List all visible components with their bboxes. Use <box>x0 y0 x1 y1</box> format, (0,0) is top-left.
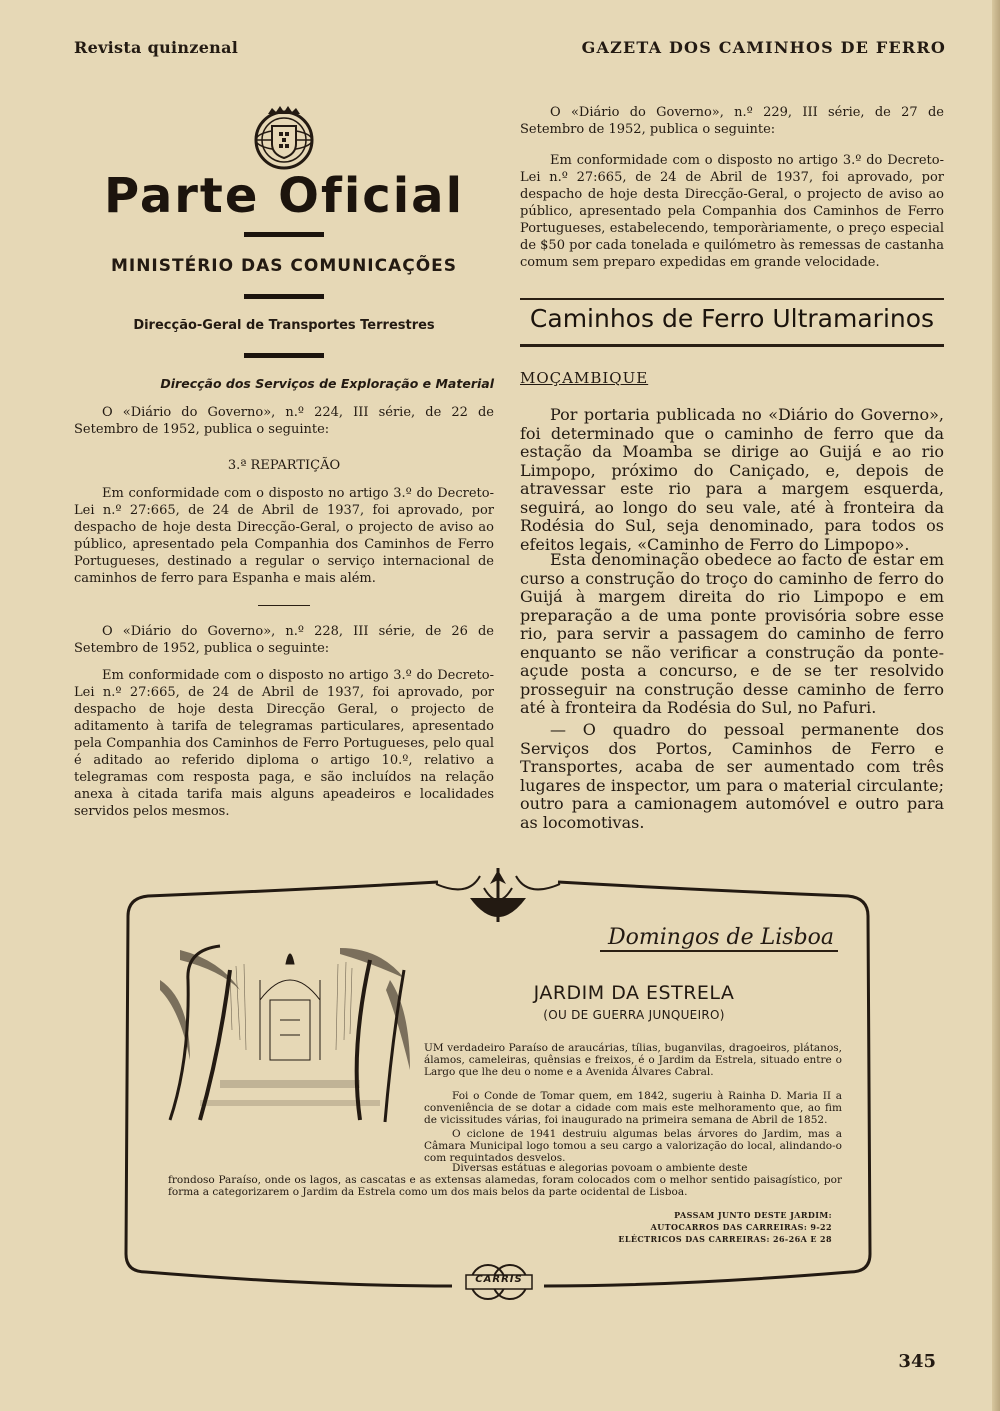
title-divider-1 <box>244 232 324 237</box>
left-paragraph-4: Em conformidade com o disposto no artigo 3.º do Decreto-Lei n.º 27:665, de 24 de Abril de 1937, foi aprovado, por despacho de hoje desta Direcção Geral, o projecto de aditamento à tarifa de telegramas particulares, apresentado pela Companhia dos Caminhos de Ferro Portugueses, pelo qual é aditado ao referido diploma o artigo 10.º, relativo a telegramas com resposta paga, e são incluídos na relação anexa à citada tarifa mais alguns apeadeiros e localidades servidos pelos mesmos. <box>74 668 494 819</box>
paragraph-separator <box>258 605 310 606</box>
advert-subheading: (OU DE GUERRA JUNQUEIRO) <box>543 1008 725 1022</box>
right-paragraph-3: Por portaria publicada no «Diário do Governo», foi determinado que o caminho de ferro que da estação da Moamba se dirige ao Guijá e ao rio Limpopo, próximo do Caniçado, e, depois de atravessar este rio para a margem esquerda, seguirá, ao longo do seu vale, até à fronteira da Rodésia do Sul, seja denominado, para todos os efeitos legais, «Caminho de Ferro do Limpopo». <box>520 405 944 554</box>
carris-logo-text: CARRIS <box>475 1274 523 1285</box>
advert-paragraph-2: Foi o Conde de Tomar quem, em 1842, sugeriu à Rainha D. Maria II a conveniência de se dotar a cidade com mais este melhoramento que, ao fim de vicissitudes várias, foi inaugurado na primeira semana de Abril de 1852. <box>424 1090 842 1126</box>
advert-paragraph-4-cont: frondoso Paraíso, onde os lagos, as cascatas e as extensas alamedas, foram colocados com o melhor sentido paisagístico, por forma a categorizarem o Jardim da Estrela como um dos mais belos da parte ocidental de Lisboa. <box>168 1174 842 1198</box>
title-divider-3 <box>244 353 324 358</box>
section-title-parte-oficial: Parte Oficial <box>103 168 465 224</box>
running-header-left: Revista quinzenal <box>74 38 239 57</box>
repartition-heading: 3.ª REPARTIÇÃO <box>227 458 341 473</box>
right-paragraph-2: Em conformidade com o disposto no artigo 3.º do Decreto-Lei n.º 27:665, de 24 de Abril de 1937, foi aprovado, por despacho de hoje desta Direcção-Geral, o projecto de aviso ao público, apresentado pela Companhia dos Caminhos de Ferro Portugueses, estabelecendo, temporàriamente, o preço especial de $50 por cada tonelada e quilómetro às remessas de castanha comum sem preparo expedidas em grande velocidade. <box>520 153 944 270</box>
advert-title-underline <box>600 950 838 952</box>
advert-illustration <box>160 940 412 1128</box>
right-paragraph-4: Esta denominação obedece ao facto de estar em curso a construção do troço do caminho de ferro do Guijá à margem direita do rio Limpopo e em preparação a de uma ponte provisória sobre esse rio, para servir a passagem do caminho de ferro enquanto se não verificar a construção da ponte-açude posta a concurso, e de se ter resolvido prosseguir na construção desse caminho de ferro até à fronteira da Rodésia do Sul, no Pafuri. <box>520 550 944 717</box>
page-edge <box>992 0 1000 1411</box>
running-header-right: GAZETA DOS CAMINHOS DE FERRO <box>581 38 946 57</box>
advert-passam: PASSAM JUNTO DESTE JARDIM: <box>674 1210 832 1220</box>
services-heading: Direcção dos Serviços de Exploração e Material <box>160 376 494 391</box>
title-divider-2 <box>244 294 324 299</box>
page-number: 345 <box>898 1351 936 1372</box>
section-title-ultramarinos: Caminhos de Ferro Ultramarinos <box>529 304 935 333</box>
subheading-mocambique: MOÇAMBIQUE <box>520 369 649 387</box>
advert-series-title: Domingos de Lisboa <box>608 925 835 950</box>
advert-paragraph-4-start: Diversas estátuas e alegorias povoam o ambiente deste <box>452 1162 748 1174</box>
left-paragraph-1: O «Diário do Governo», n.º 224, III série, de 22 de Setembro de 1952, publica o seguinte: <box>74 405 494 437</box>
right-paragraph-5: — O quadro do pessoal permanente dos Serviços dos Portos, Caminhos de Ferro e Transportes, acaba de ser aumentado com três lugares de inspector, um para o material circulante; outro para a camionagem automóvel e outro para as locomotivas. <box>520 720 944 832</box>
right-paragraph-1: O «Diário do Governo», n.º 229, III série, de 27 de Setembro de 1952, publica o seguinte: <box>520 105 944 137</box>
advert-autocarros: AUTOCARROS DAS CARREIRAS: 9-22 <box>650 1222 832 1232</box>
section-rule-top <box>520 298 944 300</box>
advert-paragraph-1: UM verdadeiro Paraíso de araucárias, tílias, buganvilas, dragoeiros, plátanos, álamos, cameleiras, quênsias e freixos, é o Jardim da Estrela, situado entre o Largo que lhe deu o nome e a Avenida Álvares Cabral. <box>424 1042 842 1078</box>
coat-of-arms-emblem <box>246 102 322 172</box>
advert-paragraph-3: O ciclone de 1941 destruiu algumas belas árvores do Jardim, mas a Câmara Municipal logo tomou a seu cargo a valorização do local, alindando-o com requintados desvelos. <box>424 1128 842 1164</box>
section-rule-bottom <box>520 344 944 347</box>
direction-heading: Direcção-Geral de Transportes Terrestres <box>133 318 435 333</box>
ministry-heading: MINISTÉRIO DAS COMUNICAÇÕES <box>110 256 458 276</box>
left-paragraph-3: O «Diário do Governo», n.º 228, III série, de 26 de Setembro de 1952, publica o seguinte: <box>74 624 494 656</box>
advert-heading: JARDIM DA ESTRELA <box>533 982 735 1004</box>
left-paragraph-2: Em conformidade com o disposto no artigo 3.º do Decreto-Lei n.º 27:665, de 24 de Abril de 1937, foi aprovado, por despacho de hoje desta Direcção-Geral, o projecto de aviso ao público, apresentado pela Companhia dos Caminhos de Ferro Portugueses, destinado a regular o serviço internacional de caminhos de ferro para Espanha e mais além. <box>74 486 494 586</box>
carris-logo <box>456 1262 542 1302</box>
advert-electricos: ELÉCTRICOS DAS CARREIRAS: 26-26A E 28 <box>618 1234 832 1244</box>
